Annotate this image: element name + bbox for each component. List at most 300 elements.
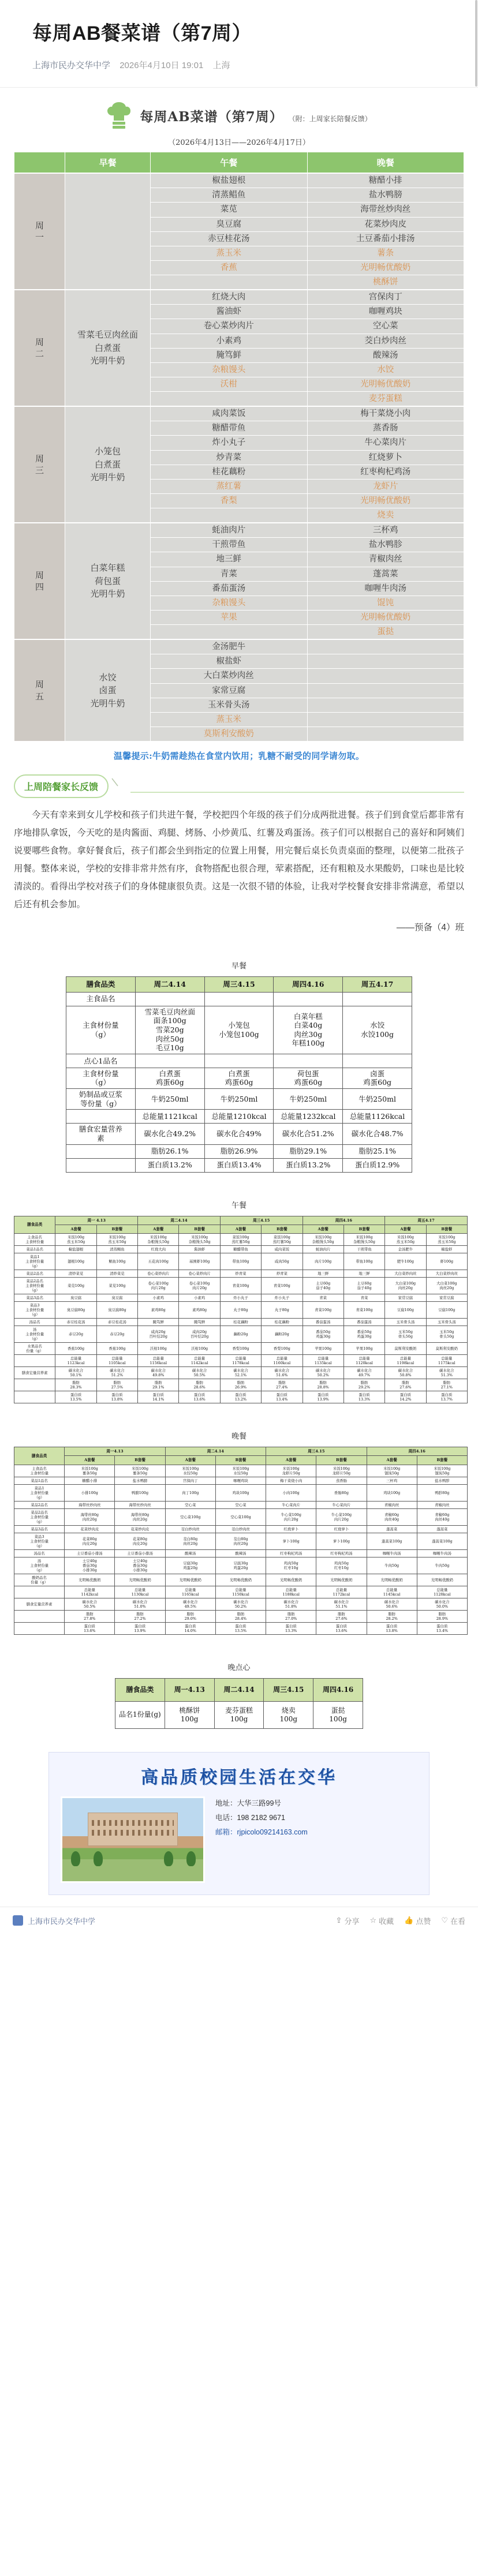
table-row	[14, 1465, 468, 1477]
table-cell: 家常豆腐	[385, 1294, 426, 1302]
menu-body	[14, 173, 464, 741]
table-cell: 青菜100g	[303, 1302, 343, 1319]
dinner-set-header: B套餐	[316, 1456, 367, 1465]
table-cell: 脂肪 28.6%	[179, 1379, 220, 1391]
dinner-set-header: B套餐	[215, 1456, 266, 1465]
footer-account[interactable]	[13, 1915, 95, 1926]
table-cell: 番茄蛋汤	[343, 1319, 384, 1326]
table-header-row-sets	[14, 1225, 468, 1233]
table-row	[14, 1234, 468, 1246]
menu-lunch-item: 糖醋带鱼	[151, 421, 308, 436]
table-row	[14, 1326, 468, 1343]
menu-breakfast-cell: 白菜年糕 荷包蛋 光明牛奶	[65, 523, 151, 639]
table-cell: 盐水鸭膀	[115, 1477, 165, 1484]
table-cell: 米饭100g 蒸玉米50g	[96, 1234, 137, 1246]
row-label: 膳食宏量营养 素	[66, 1124, 136, 1144]
table-row	[66, 1124, 412, 1144]
menu-dinner-item: 光明畅优酸奶	[307, 260, 464, 275]
table-cell: 桂花藕粉	[262, 1319, 303, 1326]
table-cell: 三杯鸡	[367, 1477, 417, 1484]
row-label: 奶制品或豆浆 等份量（g）	[66, 1089, 136, 1110]
table-cell: 虾100g	[426, 1253, 467, 1270]
table-row	[14, 1533, 468, 1549]
table-row	[14, 1253, 468, 1270]
menu-row	[14, 639, 464, 654]
table-cell: 菜苋100g	[96, 1278, 137, 1294]
row-label: 菜品1品名	[14, 1477, 65, 1484]
poster-info-line: 电话：198 2182 9671	[215, 1813, 285, 1822]
table-cell: 蛋白质13.2%	[274, 1158, 343, 1172]
table-cell: 卷心菜炒肉片	[138, 1270, 179, 1278]
table-cell: 脂肪 28.4%	[215, 1610, 266, 1622]
table-cell: 蛋白质 14.2%	[385, 1391, 426, 1403]
menu-dinner-item	[307, 712, 464, 727]
table-cell: 牛心菜100g 肉片20g	[316, 1508, 367, 1525]
menu-day-cell: 周 一	[14, 173, 65, 290]
lunch-set-header: A套餐	[138, 1225, 179, 1233]
row-label: 膳食宏量营养素	[14, 1598, 65, 1610]
table-row	[66, 1089, 412, 1110]
menu-dinner-item: 梅干菜烧小肉	[307, 406, 464, 421]
table-cell: 红烧萝卜	[266, 1525, 316, 1533]
menu-lunch-item: 椒盐翅根	[151, 173, 308, 188]
row-label	[66, 1158, 136, 1172]
article-meta	[32, 59, 446, 71]
table-cell: 藕粉20g	[262, 1326, 303, 1343]
table-cell: 总能量 1120kcal	[343, 1355, 384, 1367]
table-cell: 光明畅优酸奶	[215, 1574, 266, 1586]
menu-dinner-item: 糖醋小排	[307, 173, 464, 188]
menu-lunch-item: 清蒸鲳鱼	[151, 188, 308, 203]
table-cell: 肥牛100g	[385, 1253, 426, 1270]
menu-dinner-item	[307, 669, 464, 683]
feedback-section-heading	[14, 774, 464, 798]
menu-dinner-item: 烧卖	[307, 508, 464, 523]
menu-dinner-item: 光明畅优酸奶	[307, 610, 464, 624]
table-cell: 脂肪 27.6%	[316, 1610, 367, 1622]
table-row	[14, 1278, 468, 1294]
table-cell: 碳水化合 51.8%	[266, 1598, 316, 1610]
page-scrollbar[interactable]	[475, 0, 477, 87]
table-cell: 青菜	[343, 1294, 384, 1302]
menu-dinner-item: 光明畅优酸奶	[307, 377, 464, 391]
feedback-signature: ——预备（4）班	[396, 923, 464, 933]
table-cell: 青椒肉丝	[367, 1501, 417, 1508]
table-cell: 土豆60g 茄子40g	[303, 1278, 343, 1294]
table-cell: 茭白炒肉丝	[215, 1525, 266, 1533]
table-cell: 地三鲜	[343, 1270, 384, 1278]
table-cell: 空心菜100g	[165, 1508, 215, 1525]
lunch-set-header: A套餐	[303, 1225, 343, 1233]
table-body	[66, 992, 412, 1172]
menu-lunch-item: 苹果	[151, 610, 308, 624]
table-header-row-days	[14, 1216, 468, 1225]
row-label: 主食材份量 （g）	[66, 1006, 136, 1054]
table-cell: 米饭100g 蒸玉米50g	[385, 1234, 426, 1246]
table-cell: 青菜	[303, 1294, 343, 1302]
table-cell: 赤豆20g	[55, 1326, 96, 1343]
menu-dinner-item: 盐水鸭膀	[307, 188, 464, 203]
table-cell: 臭豆腐80g	[96, 1302, 137, 1319]
table-cell: 牛奶250ml	[204, 1089, 274, 1110]
table-cell: 香梨100g	[220, 1343, 261, 1355]
table-cell: 素鸡80g	[179, 1302, 220, 1319]
table-cell: 丸子80g	[262, 1302, 303, 1319]
table-cell: 蛋白质13.4%	[204, 1158, 274, 1172]
table-cell: 小素鸡	[179, 1294, 220, 1302]
row-label: 菜品3 主食材份量 （g）	[14, 1302, 55, 1319]
table-cell: 咖喱牛肉汤	[367, 1549, 417, 1557]
menu-dinner-item: 三杯鸡	[307, 523, 464, 538]
dinner-corner-header: 膳食品类	[14, 1447, 65, 1465]
row-label: 菜品2品名	[14, 1270, 55, 1278]
table-cell: 糖醋小排	[65, 1477, 115, 1484]
table-row	[14, 1484, 468, 1501]
table-cell: 空心菜100g	[215, 1508, 266, 1525]
table-cell: 香肠80g	[316, 1484, 367, 1501]
snack-caption: 晚点心	[227, 1663, 251, 1672]
table-cell: 碳水化合51.2%	[274, 1124, 343, 1144]
dinner-set-header: B套餐	[417, 1456, 467, 1465]
menu-lunch-item: 干煎带鱼	[151, 538, 308, 552]
table-cell: 茭白80g 肉丝20g	[215, 1533, 266, 1549]
table-cell: 玉米50g 骨头50g	[426, 1326, 467, 1343]
table-body	[14, 1465, 468, 1634]
table-cell	[135, 1054, 204, 1068]
table-cell: 咖喱牛肉汤	[417, 1549, 467, 1557]
menu-dinner-item: 空心菜	[307, 319, 464, 334]
menu-row	[14, 290, 464, 305]
table-row	[14, 1367, 468, 1379]
table-cell: 香梨100g	[262, 1343, 303, 1355]
table-cell: 金汤肥牛	[385, 1246, 426, 1253]
menu-dinner-item: 青椒肉丝	[307, 552, 464, 567]
row-label	[14, 1355, 55, 1367]
table-cell: 清炒菜苋	[55, 1270, 96, 1278]
table-row	[66, 1054, 412, 1068]
table-cell: 碳水化合 51.6%	[262, 1367, 303, 1379]
table-cell: 总能量 1130kcal	[115, 1586, 165, 1598]
table-cell: 海带丝80g 肉丝20g	[115, 1508, 165, 1525]
dinner-day-header: 周二4.14	[165, 1447, 266, 1456]
table-cell: 玉米骨头汤	[385, 1319, 426, 1326]
menu-dinner-item: 海带丝炒肉丝	[307, 203, 464, 217]
breakfast-col-header: 周二4.14	[135, 977, 204, 993]
table-cell: 蛋白质 13.5%	[55, 1391, 96, 1403]
tick-icon	[111, 778, 126, 788]
lunch-corner-header: 膳食品类	[14, 1216, 55, 1233]
table-cell: 鸡肉50g 红枣10g	[266, 1557, 316, 1574]
table-cell: 赤豆桂花汤	[96, 1319, 137, 1326]
menu-dinner-item: 牛心菜肉片	[307, 436, 464, 450]
table-cell: 小素鸡	[138, 1294, 179, 1302]
table-cell	[204, 1054, 274, 1068]
table-cell: 总能量1232kcal	[274, 1110, 343, 1124]
table-cell: 酱油虾	[179, 1246, 220, 1253]
table-cell: 炸小丸子	[220, 1294, 261, 1302]
row-label: 菜品1 主食材份量 （g）	[14, 1484, 65, 1501]
table-cell: 麦芬蛋糕 100g	[214, 1701, 264, 1728]
table-cell: 蛋白质13.2%	[135, 1158, 204, 1172]
table-cell	[343, 1054, 412, 1068]
table-row	[14, 1477, 468, 1484]
menu-lunch-item	[151, 275, 308, 290]
footer-account-name[interactable]: 上海市民办交华中学	[28, 1916, 96, 1926]
table-cell: 花菜80g 肉皮20g	[115, 1533, 165, 1549]
table-cell: 总能量 1135kcal	[303, 1355, 343, 1367]
table-row	[66, 1110, 412, 1124]
table-cell: 总能量 1105kcal	[96, 1355, 137, 1367]
table-row	[66, 1006, 412, 1054]
table-cell: 脂肪26.9%	[204, 1144, 274, 1158]
menu-dinner-item	[307, 683, 464, 698]
menu-lunch-item: 椒盐虾	[151, 654, 308, 669]
menu-row	[14, 523, 464, 538]
table-cell: 菜苋100g	[55, 1278, 96, 1294]
lunch-set-header: B套餐	[96, 1225, 137, 1233]
table-cell: 总能量 1175kcal	[426, 1355, 467, 1367]
table-cell: 沃柑100g	[179, 1343, 220, 1355]
table-cell: 赤豆桂花汤	[55, 1319, 96, 1326]
table-cell: 蛋白质12.9%	[343, 1158, 412, 1172]
poster-info-line: 邮箱：rjpicolo09214163.com	[215, 1828, 308, 1836]
table-cell: 白煮蛋 鸡蛋60g	[204, 1068, 274, 1088]
table-cell: 脂肪 28.3%	[55, 1379, 96, 1391]
menu-dinner-item: 桃酥饼	[307, 275, 464, 290]
menu-lunch-item: 杂粮馒头	[151, 362, 308, 377]
table-cell: 赤豆20g	[96, 1326, 137, 1343]
table-cell: 总能量 1160kcal	[262, 1355, 303, 1367]
table-cell: 总能量 1188kcal	[266, 1586, 316, 1598]
table-cell: 脂肪 27.1%	[426, 1379, 467, 1391]
row-label: 主食品名 主食材份量	[14, 1465, 65, 1477]
table-row	[14, 1549, 468, 1557]
table-cell: 水饺 水饺100g	[343, 1006, 412, 1054]
table-cell: 苹果100g	[343, 1343, 384, 1355]
table-cell: 咸肉20g 百叶结20g	[179, 1326, 220, 1343]
table-header-row-days	[14, 1447, 468, 1456]
menu-dinner-item	[307, 639, 464, 654]
table-cell: 鸡块100g	[367, 1484, 417, 1501]
dinner-day-header: 周四4.16	[367, 1447, 467, 1456]
snack-col-header: 膳食品类	[115, 1678, 165, 1701]
dinner-caption: 晚餐	[231, 1432, 247, 1441]
menu-dinner-item	[307, 698, 464, 712]
star-icon: ☆	[369, 1916, 377, 1924]
table-cell: 蛋白质 13.5%	[215, 1622, 266, 1634]
menu-lunch-item	[151, 392, 308, 407]
snack-col-header: 周二4.14	[214, 1678, 264, 1701]
lunch-set-header: A套餐	[220, 1225, 261, 1233]
table-cell: 空心菜	[165, 1501, 215, 1508]
row-label: 菜品3品名	[14, 1294, 55, 1302]
table-cell: 脂肪 27.2%	[115, 1610, 165, 1622]
table-cell: 碳水化合48.7%	[343, 1124, 412, 1144]
footer-action-watching[interactable]	[441, 1915, 465, 1926]
menu-col-dinner: 晚餐	[307, 152, 464, 174]
table-cell: 碳水化合 50.8%	[385, 1367, 426, 1379]
row-label: 主食品名 主食材份量	[14, 1234, 55, 1246]
table-cell: 烧卖 100g	[264, 1701, 313, 1728]
table-cell: 臭豆腐	[96, 1294, 137, 1302]
menu-lunch-item: 卷心菜炒肉片	[151, 319, 308, 334]
table-cell: 碳水化合 51.3%	[426, 1367, 467, 1379]
table-cell: 白煮蛋 鸡蛋60g	[135, 1068, 204, 1088]
snack-col-header: 周三4.15	[264, 1678, 313, 1701]
footer-action-label: 收藏	[379, 1916, 394, 1926]
publish-date: 2026年4月10日 19:01	[120, 61, 204, 71]
footer-action-label: 在看	[450, 1916, 465, 1926]
table-cell: 香蕉100g	[55, 1343, 96, 1355]
menu-dinner-item: 龙虾片	[307, 479, 464, 493]
table-row	[66, 992, 412, 1006]
table-cell: 糖醋带鱼	[220, 1246, 261, 1253]
table-cell: 蛋白质 13.6%	[65, 1622, 115, 1634]
table-cell: 光明畅优酸奶	[367, 1574, 417, 1586]
table-cell: 牛心菜肉片	[266, 1501, 316, 1508]
menu-lunch-item: 腌笃鲜	[151, 348, 308, 362]
table-cell: 酸辣汤	[215, 1549, 266, 1557]
table-cell: 花菜80g 肉皮20g	[65, 1533, 115, 1549]
table-cell: 桂花藕粉	[220, 1319, 261, 1326]
table-cell: 光明畅优酸奶	[165, 1574, 215, 1586]
table-cell: 碳水化合 51.1%	[316, 1598, 367, 1610]
table-cell: 米饭100g 龙虾片50g	[316, 1465, 367, 1477]
menu-lunch-item: 酱油虾	[151, 305, 308, 319]
menu-dinner-item: 花菜炒肉皮	[307, 217, 464, 231]
table-cell: 带鱼100g	[220, 1253, 261, 1270]
menu-breakfast-cell: 小笼包 白煮蛋 光明牛奶	[65, 406, 151, 523]
table-row	[14, 1319, 468, 1326]
dinner-set-header: A套餐	[367, 1456, 417, 1465]
table-cell: 总能量1121kcal	[135, 1110, 204, 1124]
row-label: 菜品3品名	[14, 1525, 65, 1533]
table-cell: 花菜炒肉皮	[65, 1525, 115, 1533]
footer-action-share[interactable]	[336, 1915, 360, 1926]
table-cell: 蒸香肠	[316, 1477, 367, 1484]
share-icon: ⇪	[335, 1916, 342, 1924]
menu-breakfast-cell	[65, 173, 151, 290]
table-cell: 总能量 1165kcal	[165, 1586, 215, 1598]
menu-breakfast-cell: 雪菜毛豆肉丝面 白煮蛋 光明牛奶	[65, 290, 151, 406]
table-cell: 素鸡80g	[138, 1302, 179, 1319]
table-cell: 总能量1210kcal	[204, 1110, 274, 1124]
row-label: 品名1份量(g)	[115, 1701, 165, 1728]
table-cell: 莫斯利安酸奶	[426, 1343, 467, 1355]
menu-lunch-item: 番茄蛋汤	[151, 581, 308, 596]
menu-lunch-item: 香蕉	[151, 260, 308, 275]
row-label: 汤 主食材份量 （g）	[14, 1326, 55, 1343]
table-cell: 总能量 1150kcal	[215, 1586, 266, 1598]
footer-action-favorite[interactable]	[369, 1915, 394, 1926]
menu-dinner-item: 酸辣汤	[307, 348, 464, 362]
table-row	[66, 1158, 412, 1172]
table-cell: 蛋白质 13.6%	[179, 1391, 220, 1403]
table-cell: 牛奶250ml	[274, 1089, 343, 1110]
table-cell: 土豆40g 番茄30g 小排30g	[65, 1557, 115, 1574]
table-cell: 清炒菜苋	[96, 1270, 137, 1278]
snack-col-header: 周一4.13	[165, 1678, 214, 1701]
table-row	[14, 1379, 468, 1391]
table-cell: 卷心菜炒肉片	[179, 1270, 220, 1278]
table-cell: 腌笃鲜	[138, 1319, 179, 1326]
poster-info-line: 地址：大华三路99号	[215, 1799, 281, 1807]
table-cell: 蚝油肉片	[303, 1246, 343, 1253]
table-row	[14, 1501, 468, 1508]
table-cell	[274, 992, 343, 1006]
table-cell: 豆腐100g	[385, 1302, 426, 1319]
table-cell: 鸭胗80g	[417, 1484, 467, 1501]
table-cell: 菜饭100g 蒸红薯50g	[262, 1234, 303, 1246]
table-cell: 脂肪26.1%	[135, 1144, 204, 1158]
table-cell: 盐水鸭胗	[417, 1477, 467, 1484]
menu-dinner-item: 蛋挞	[307, 625, 464, 640]
table-cell: 带鱼100g	[343, 1253, 384, 1270]
breakfast-caption: 早餐	[231, 962, 247, 971]
account-name[interactable]: 上海市民办交华中学	[32, 61, 111, 71]
table-cell: 米饭100g 馄饨50g	[367, 1465, 417, 1477]
snack-col-header: 周四4.16	[313, 1678, 363, 1701]
weekly-menu-card	[14, 92, 464, 762]
lunch-day-header: 周四4.16	[303, 1216, 385, 1225]
table-cell: 青菜100g	[343, 1302, 384, 1319]
table-cell: 鸡肉50g 红枣10g	[316, 1557, 367, 1574]
table-cell: 牛肉50g	[417, 1557, 467, 1574]
menu-dinner-item: 薯条	[307, 246, 464, 260]
row-label: 汤 主食材份量 （g）	[14, 1557, 65, 1574]
table-cell: 碳水化合 50.2%	[215, 1598, 266, 1610]
table-cell: 蛋白质 13.6%	[316, 1622, 367, 1634]
warm-tip: 温馨提示:牛奶需趁热在食堂内饮用；乳糖不耐受的同学请勿取。	[113, 751, 365, 762]
menu-dinner-item: 土豆番茄小排汤	[307, 231, 464, 246]
menu-dinner-item: 麦芬蛋糕	[307, 392, 464, 407]
table-cell: 椒盐翅根	[55, 1246, 96, 1253]
table-row	[14, 1610, 468, 1622]
table-cell: 海带丝80g 肉丝20g	[65, 1508, 115, 1525]
page-title: 每周AB餐菜谱（第7周）	[32, 23, 252, 44]
table-cell: 蛋白质 13.4%	[262, 1391, 303, 1403]
table-row	[14, 1598, 468, 1610]
table-row	[14, 1270, 468, 1278]
table-cell: 翅根100g	[55, 1253, 96, 1270]
table-cell: 光明畅优酸奶	[417, 1574, 467, 1586]
lunch-set-header: B套餐	[426, 1225, 467, 1233]
menu-dinner-item: 蒸香肠	[307, 421, 464, 436]
table-cell: 土豆60g 茄子40g	[343, 1278, 384, 1294]
dinner-day-header: 周三4.15	[266, 1447, 367, 1456]
table-row	[115, 1701, 363, 1728]
table-row	[66, 1068, 412, 1088]
table-body	[115, 1701, 363, 1728]
lunch-caption: 午餐	[231, 1201, 247, 1210]
table-cell: 碳水化合 50.6%	[367, 1598, 417, 1610]
table-cell: 豆腐100g	[426, 1302, 467, 1319]
table-cell: 咸肉菜饭	[262, 1246, 303, 1253]
row-label: 膳食宏量营养素	[14, 1367, 55, 1379]
row-label: 汤品名	[14, 1549, 65, 1557]
snack-block	[14, 1661, 464, 1729]
table-cell: 大白菜100g 肉丝20g	[426, 1278, 467, 1294]
table-cell: 清蒸鲳鱼	[96, 1246, 137, 1253]
footer-action-label: 点赞	[416, 1916, 431, 1926]
table-header-row	[66, 977, 412, 993]
menu-heading-row	[14, 98, 464, 132]
breakfast-nutrition-block	[14, 960, 464, 1173]
footer-actions	[336, 1915, 465, 1926]
menu-day-cell: 周 二	[14, 290, 65, 406]
row-label: 点心1品名	[66, 1054, 136, 1068]
footer-action-like[interactable]	[404, 1915, 431, 1926]
